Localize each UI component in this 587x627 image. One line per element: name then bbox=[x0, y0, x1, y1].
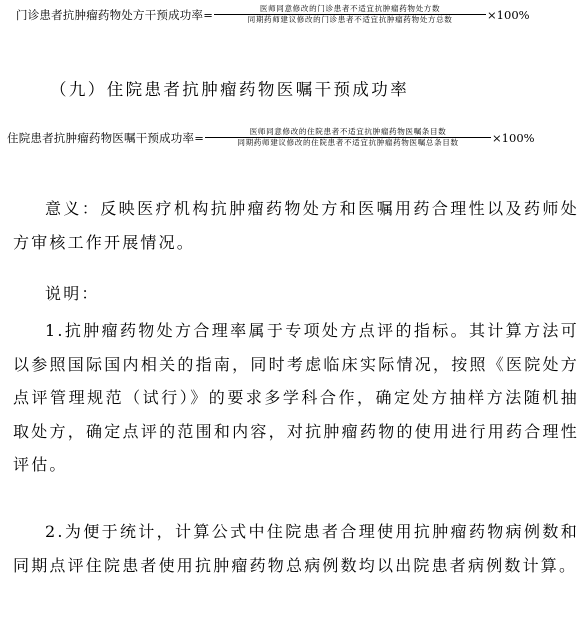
formula-multiplier: ×100% bbox=[487, 7, 530, 22]
formula-fraction bbox=[214, 4, 486, 25]
formula-outpatient-intervention-rate bbox=[16, 4, 587, 25]
formula-inpatient-intervention-rate bbox=[7, 127, 587, 148]
formula-denominator: 同期药师建议修改的门诊患者不适宜抗肿瘤药物处方总数 bbox=[247, 15, 453, 24]
note-label: 说明： bbox=[45, 284, 100, 303]
formula-fraction bbox=[205, 127, 491, 148]
formula-numerator: 医师同意修改的门诊患者不适宜抗肿瘤药物处方数 bbox=[259, 4, 441, 13]
note-item-2: 2.为便于统计，计算公式中住院患者合理使用抗肿瘤药物病例数和同期点评住院患者使用抗肿瘤药物总病例数均以出院患者病例数计算。 bbox=[13, 522, 579, 575]
formula-label: 门诊患者抗肿瘤药物处方干预成功率= bbox=[16, 7, 214, 22]
section-heading: （九）住院患者抗肿瘤药物医嘱干预成功率 bbox=[50, 80, 410, 99]
formula-denominator: 同期药师建议修改的住院患者不适宜抗肿瘤药物医嘱总条目数 bbox=[237, 138, 459, 147]
note-item-1: 1.抗肿瘤药物处方合理率属于专项处方点评的指标。其计算方法可以参照国际国内相关的指南，同时考虑临床实际情况，按照《医院处方点评管理规范（试行）》的要求多学科合作，确定处方抽样方法随机抽取处方，确定点评的范围和内容，对抗肿瘤药物的使用进行用药合理性评估。 bbox=[13, 321, 579, 474]
formula-label: 住院患者抗肿瘤药物医嘱干预成功率= bbox=[7, 130, 205, 145]
meaning-paragraph: 意义：反映医疗机构抗肿瘤药物处方和医嘱用药合理性以及药师处方审核工作开展情况。 bbox=[13, 199, 579, 252]
formula-numerator: 医师同意修改的住院患者不适宜抗肿瘤药物医嘱条目数 bbox=[249, 127, 447, 136]
formula-multiplier: ×100% bbox=[492, 130, 535, 145]
